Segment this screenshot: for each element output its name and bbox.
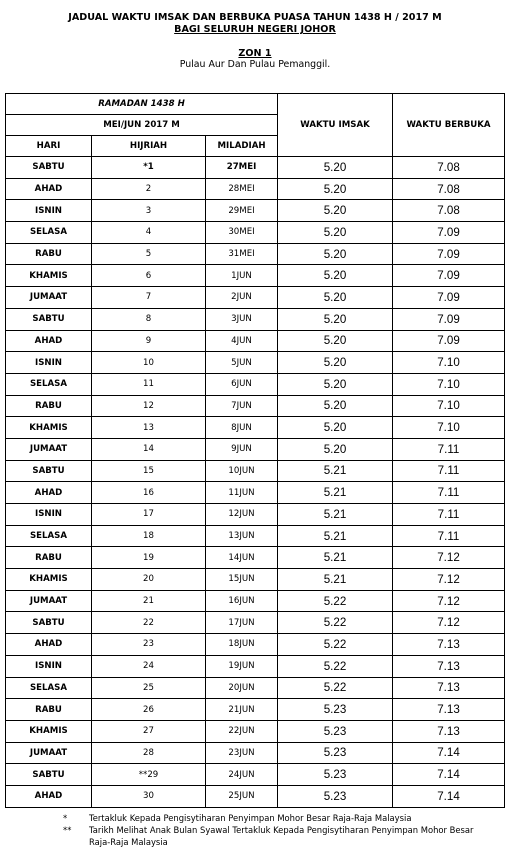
miladiah-cell: 18JUN [206, 634, 278, 656]
imsak-cell: 5.21 [278, 525, 393, 547]
table-row [6, 569, 505, 591]
imsak-cell: 5.21 [278, 547, 393, 569]
hijriah-cell: 24 [92, 655, 206, 677]
day-cell: SELASA [6, 373, 92, 395]
imsak-cell: 5.20 [278, 395, 393, 417]
berbuka-cell: 7.10 [393, 395, 505, 417]
berbuka-cell: 7.09 [393, 265, 505, 287]
hijriah-cell: 25 [92, 677, 206, 699]
day-cell: RABU [6, 699, 92, 721]
imsak-cell: 5.20 [278, 178, 393, 200]
berbuka-cell: 7.08 [393, 178, 505, 200]
hijriah-cell: 8 [92, 308, 206, 330]
day-cell: AHAD [6, 634, 92, 656]
table-row [6, 352, 505, 374]
berbuka-cell: 7.14 [393, 742, 505, 764]
day-cell: SABTU [6, 612, 92, 634]
imsak-cell: 5.20 [278, 157, 393, 179]
miladiah-cell: 13JUN [206, 525, 278, 547]
miladiah-cell: 17JUN [206, 612, 278, 634]
table-row [6, 504, 505, 526]
berbuka-cell: 7.10 [393, 373, 505, 395]
hijriah-cell: 28 [92, 742, 206, 764]
miladiah-cell: 19JUN [206, 655, 278, 677]
hijriah-cell: 2 [92, 178, 206, 200]
miladiah-cell: 27MEI [206, 157, 278, 179]
hijriah-cell: 21 [92, 590, 206, 612]
hijriah-cell: 23 [92, 634, 206, 656]
table-row [6, 590, 505, 612]
day-cell: RABU [6, 395, 92, 417]
footnote-mark: * [63, 813, 68, 823]
berbuka-cell: 7.14 [393, 764, 505, 786]
berbuka-cell: 7.11 [393, 504, 505, 526]
day-cell: JUMAAT [6, 590, 92, 612]
imsak-cell: 5.22 [278, 634, 393, 656]
footnotes [63, 812, 473, 848]
imsak-cell: 5.23 [278, 785, 393, 807]
hijriah-cell: 3 [92, 200, 206, 222]
imsak-cell: 5.20 [278, 373, 393, 395]
miladiah-cell: 8JUN [206, 417, 278, 439]
imsak-cell: 5.21 [278, 482, 393, 504]
table-row [6, 482, 505, 504]
imsak-cell: 5.20 [278, 222, 393, 244]
hijriah-cell: 4 [92, 222, 206, 244]
hijriah-cell: 18 [92, 525, 206, 547]
berbuka-cell: 7.11 [393, 482, 505, 504]
zone-label: ZON 1 [238, 48, 272, 59]
hijriah-cell: 5 [92, 243, 206, 265]
miladiah-cell: 20JUN [206, 677, 278, 699]
imsak-cell: 5.20 [278, 243, 393, 265]
hijriah-cell: 20 [92, 569, 206, 591]
table-row [6, 222, 505, 244]
berbuka-cell: 7.10 [393, 417, 505, 439]
imsak-cell: 5.22 [278, 590, 393, 612]
timetable [5, 93, 505, 808]
berbuka-cell: 7.14 [393, 785, 505, 807]
miladiah-cell: 10JUN [206, 460, 278, 482]
zone-description: Pulau Aur Dan Pulau Pemanggil. [179, 59, 331, 70]
table-row [6, 525, 505, 547]
imsak-cell: 5.20 [278, 200, 393, 222]
berbuka-cell: 7.13 [393, 655, 505, 677]
table-row [6, 785, 505, 807]
hijriah-cell: 10 [92, 352, 206, 374]
day-cell: JUMAAT [6, 742, 92, 764]
day-cell: SABTU [6, 157, 92, 179]
berbuka-cell: 7.10 [393, 352, 505, 374]
berbuka-header: WAKTU BERBUKA [393, 94, 505, 157]
day-cell: ISNIN [6, 352, 92, 374]
imsak-cell: 5.20 [278, 265, 393, 287]
footnote-text: Tertakluk Kepada Pengisytiharan Penyimpan Mohor Besar Raja-Raja Malaysia [89, 813, 412, 823]
miladiah-cell: 9JUN [206, 438, 278, 460]
day-cell: SELASA [6, 525, 92, 547]
berbuka-cell: 7.12 [393, 547, 505, 569]
table-row [6, 460, 505, 482]
table-row [6, 373, 505, 395]
day-cell: SABTU [6, 460, 92, 482]
table-row [6, 547, 505, 569]
hijriah-cell: 7 [92, 287, 206, 309]
footnote-mark: ** [63, 825, 72, 835]
hijriah-cell: 27 [92, 720, 206, 742]
miladiah-cell: 16JUN [206, 590, 278, 612]
hijriah-cell: 30 [92, 785, 206, 807]
table-row [6, 699, 505, 721]
miladiah-cell: 5JUN [206, 352, 278, 374]
imsak-cell: 5.21 [278, 569, 393, 591]
berbuka-cell: 7.11 [393, 438, 505, 460]
timetable-body [6, 157, 505, 808]
miladiah-cell: 22JUN [206, 720, 278, 742]
day-cell: AHAD [6, 482, 92, 504]
day-cell: SABTU [6, 308, 92, 330]
day-cell: KHAMIS [6, 720, 92, 742]
table-row [6, 612, 505, 634]
imsak-cell: 5.22 [278, 612, 393, 634]
berbuka-cell: 7.09 [393, 222, 505, 244]
day-cell: KHAMIS [6, 265, 92, 287]
table-row [6, 655, 505, 677]
table-row [6, 287, 505, 309]
table-row [6, 720, 505, 742]
berbuka-cell: 7.13 [393, 699, 505, 721]
hijriah-cell: 13 [92, 417, 206, 439]
day-cell: AHAD [6, 785, 92, 807]
day-cell: JUMAAT [6, 287, 92, 309]
berbuka-cell: 7.09 [393, 287, 505, 309]
imsak-header: WAKTU IMSAK [278, 94, 393, 157]
berbuka-cell: 7.08 [393, 200, 505, 222]
imsak-cell: 5.20 [278, 287, 393, 309]
hijriah-cell: 26 [92, 699, 206, 721]
hijriah-cell: 15 [92, 460, 206, 482]
day-cell: RABU [6, 547, 92, 569]
day-cell: SABTU [6, 764, 92, 786]
miladiah-cell: 28MEI [206, 178, 278, 200]
footnote-1 [63, 812, 473, 824]
berbuka-cell: 7.13 [393, 634, 505, 656]
imsak-cell: 5.21 [278, 460, 393, 482]
hijriah-cell: **29 [92, 764, 206, 786]
imsak-cell: 5.23 [278, 699, 393, 721]
table-row [6, 330, 505, 352]
berbuka-cell: 7.13 [393, 720, 505, 742]
hijriah-cell: 16 [92, 482, 206, 504]
hijriah-cell: 22 [92, 612, 206, 634]
imsak-cell: 5.23 [278, 742, 393, 764]
day-cell: SELASA [6, 222, 92, 244]
hijriah-cell: 12 [92, 395, 206, 417]
page-subtitle: BAGI SELURUH NEGERI JOHOR [174, 24, 336, 35]
miladiah-cell: 14JUN [206, 547, 278, 569]
imsak-cell: 5.21 [278, 504, 393, 526]
imsak-cell: 5.20 [278, 352, 393, 374]
month-header: MEI/JUN 2017 M [6, 115, 278, 136]
table-row [6, 395, 505, 417]
day-cell: KHAMIS [6, 417, 92, 439]
berbuka-cell: 7.09 [393, 243, 505, 265]
berbuka-cell: 7.11 [393, 460, 505, 482]
hijriah-cell: 6 [92, 265, 206, 287]
footnote-text: Tarikh Melihat Anak Bulan Syawal Tertakluk Kepada Pengisytiharan Penyimpan Mohor Besar [89, 825, 474, 835]
table-row [6, 308, 505, 330]
day-cell: ISNIN [6, 200, 92, 222]
footnote-2 [63, 824, 473, 836]
day-cell: ISNIN [6, 504, 92, 526]
miladiah-cell: 2JUN [206, 287, 278, 309]
berbuka-cell: 7.12 [393, 612, 505, 634]
hijriah-cell: 9 [92, 330, 206, 352]
hijriah-cell: *1 [92, 157, 206, 179]
miladiah-cell: 12JUN [206, 504, 278, 526]
miladiah-cell: 21JUN [206, 699, 278, 721]
table-row [6, 417, 505, 439]
berbuka-cell: 7.13 [393, 677, 505, 699]
miladiah-cell: 31MEI [206, 243, 278, 265]
day-cell: ISNIN [6, 655, 92, 677]
footnote-continuation: Raja-Raja Malaysia [89, 837, 168, 847]
miladiah-cell: 4JUN [206, 330, 278, 352]
berbuka-cell: 7.12 [393, 590, 505, 612]
day-cell: JUMAAT [6, 438, 92, 460]
hari-header: HARI [6, 136, 92, 157]
miladiah-header: MILADIAH [206, 136, 278, 157]
hijriah-header: HIJRIAH [92, 136, 206, 157]
day-cell: RABU [6, 243, 92, 265]
hijriah-cell: 17 [92, 504, 206, 526]
miladiah-cell: 3JUN [206, 308, 278, 330]
page-title: JADUAL WAKTU IMSAK DAN BERBUKA PUASA TAHUN 1438 H / 2017 M [68, 12, 442, 23]
hijriah-cell: 19 [92, 547, 206, 569]
berbuka-cell: 7.08 [393, 157, 505, 179]
berbuka-cell: 7.12 [393, 569, 505, 591]
imsak-cell: 5.23 [278, 764, 393, 786]
miladiah-cell: 23JUN [206, 742, 278, 764]
table-row [6, 243, 505, 265]
table-row [6, 438, 505, 460]
day-cell: AHAD [6, 330, 92, 352]
ramadan-header: RAMADAN 1438 H [6, 94, 278, 115]
imsak-cell: 5.23 [278, 720, 393, 742]
miladiah-cell: 6JUN [206, 373, 278, 395]
table-row [6, 764, 505, 786]
table-row [6, 178, 505, 200]
table-row [6, 742, 505, 764]
table-row [6, 157, 505, 179]
berbuka-cell: 7.09 [393, 308, 505, 330]
miladiah-cell: 25JUN [206, 785, 278, 807]
table-row [6, 265, 505, 287]
miladiah-cell: 15JUN [206, 569, 278, 591]
miladiah-cell: 11JUN [206, 482, 278, 504]
day-cell: AHAD [6, 178, 92, 200]
hijriah-cell: 14 [92, 438, 206, 460]
imsak-cell: 5.20 [278, 438, 393, 460]
berbuka-cell: 7.09 [393, 330, 505, 352]
imsak-cell: 5.22 [278, 677, 393, 699]
berbuka-cell: 7.11 [393, 525, 505, 547]
miladiah-cell: 24JUN [206, 764, 278, 786]
miladiah-cell: 30MEI [206, 222, 278, 244]
imsak-cell: 5.20 [278, 308, 393, 330]
miladiah-cell: 29MEI [206, 200, 278, 222]
imsak-cell: 5.20 [278, 417, 393, 439]
imsak-cell: 5.20 [278, 330, 393, 352]
table-row [6, 200, 505, 222]
imsak-cell: 5.22 [278, 655, 393, 677]
table-row [6, 634, 505, 656]
day-cell: KHAMIS [6, 569, 92, 591]
hijriah-cell: 11 [92, 373, 206, 395]
miladiah-cell: 1JUN [206, 265, 278, 287]
day-cell: SELASA [6, 677, 92, 699]
table-row [6, 677, 505, 699]
miladiah-cell: 7JUN [206, 395, 278, 417]
